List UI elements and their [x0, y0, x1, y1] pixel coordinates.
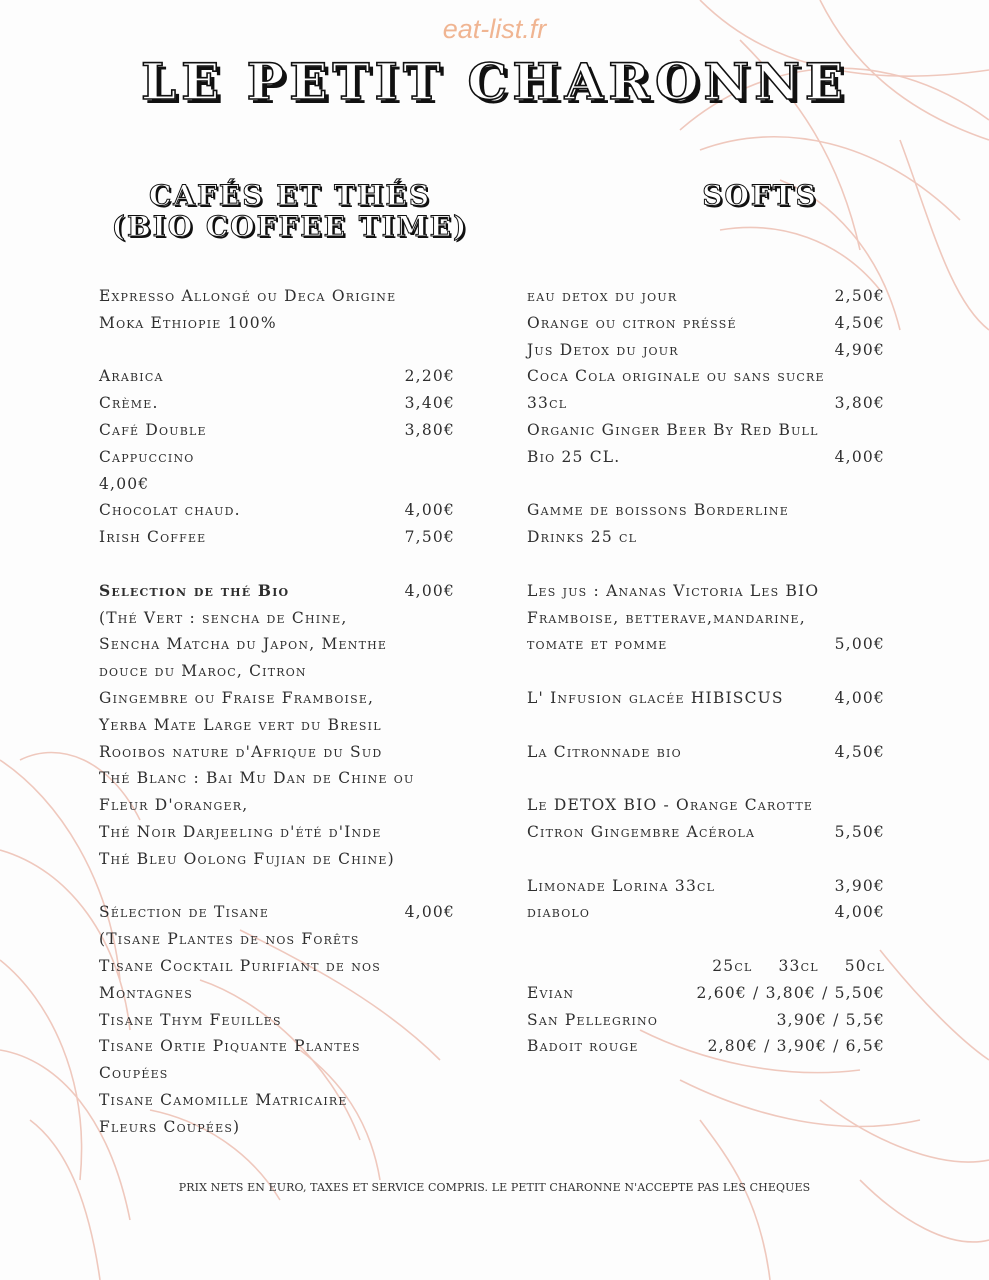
menu-item: [99, 524, 455, 551]
menu-item: [527, 739, 885, 766]
menu-item: [527, 337, 885, 364]
menu-item: [527, 283, 885, 310]
menu-text: douce du Maroc, Citron: [99, 662, 307, 681]
item-name: 33cl: [527, 394, 568, 413]
item-name: Badoit rouge: [527, 1037, 639, 1056]
menu-item: [99, 497, 455, 524]
watermark: eat-list.fr: [442, 14, 547, 44]
item-price: 4,00€: [834, 447, 885, 466]
item-price: 2,20€: [404, 367, 455, 386]
menu-item: [527, 444, 885, 471]
water-size-header: [527, 953, 885, 980]
item-price: 4,00€: [834, 688, 885, 707]
item-price: 5,50€: [834, 822, 885, 841]
menu-text: Tisane Cocktail Purifiant de nos: [99, 956, 382, 975]
menu-text: Tisane Ortie Piquante Plantes: [99, 1037, 361, 1056]
menu-text: Fleurs Coupées): [99, 1117, 241, 1136]
item-name: Jus Detox du jour: [527, 340, 679, 359]
page-title: LE PETIT CHARONNE: [140, 52, 849, 111]
menu-item: [527, 1007, 885, 1034]
menu-text: Montagnes: [99, 983, 193, 1002]
menu-text: Yerba Mate Large vert du Bresil: [99, 715, 382, 734]
menu-item: [527, 1033, 885, 1060]
item-name: Bio 25 CL.: [527, 447, 621, 466]
menu-text: Gingembre ou Fraise Framboise,: [99, 688, 375, 707]
menu-item: [527, 310, 885, 337]
item-price: 4,00€: [404, 903, 455, 922]
footer-note: PRIX NETS EN EURO, TAXES ET SERVICE COMPRIS. LE PETIT CHARONNE N'ACCEPTE PAS LES CHEQUES: [178, 1181, 811, 1194]
heading-line-2: (BIO COFFEE TIME): [111, 210, 469, 243]
menu-text: Rooibos nature d'Afrique du Sud: [99, 742, 383, 761]
item-name: Chocolat chaud.: [99, 501, 241, 520]
item-price: 4,00€: [404, 581, 455, 600]
menu-text: Fleur D'oranger,: [99, 796, 249, 815]
menu-item-tea: [99, 578, 455, 605]
menu-item: [527, 873, 885, 900]
menu-text: Tisane Camomille Matricaire: [99, 1090, 348, 1109]
menu-text: Sencha Matcha du Japon, Menthe: [99, 635, 388, 654]
menu-text: Expresso Allongé ou Deca Origine: [99, 287, 397, 305]
menu-text: (Thé Vert : sencha de Chine,: [99, 608, 348, 627]
item-price: 2,50€: [834, 287, 885, 305]
menu-text: (Tisane Plantes de nos Forêts: [99, 930, 360, 949]
menu-text: Thé Blanc : Bai Mu Dan de Chine ou: [99, 769, 415, 788]
size-label: 50cl: [844, 956, 885, 975]
item-name: Crème.: [99, 394, 159, 413]
section-heading-cafes: [80, 180, 500, 242]
item-name: L' Infusion glacée HIBISCUS: [527, 688, 784, 707]
item-name: Arabica: [99, 367, 164, 386]
menu-item: [99, 417, 455, 444]
item-name: eau detox du jour: [527, 287, 678, 305]
item-price: 3,40€: [404, 394, 455, 413]
size-label: 25cl: [712, 956, 753, 975]
item-name: diabolo: [527, 903, 591, 922]
menu-item: [99, 390, 455, 417]
item-price: 4,50€: [834, 313, 885, 332]
item-name: Evian: [527, 983, 575, 1002]
item-price: 4,90€: [834, 340, 885, 359]
item-price: 3,80€: [834, 394, 885, 413]
menu-item: [527, 631, 885, 658]
section-heading-softs: SOFTS: [702, 179, 818, 212]
item-price: 4,00€: [99, 474, 150, 493]
item-price: 5,00€: [834, 635, 885, 654]
menu-item: [527, 685, 885, 712]
item-name: Sélection de Tisane: [99, 903, 270, 922]
menu-item: [527, 899, 885, 926]
menu-text: Coca Cola originale ou sans sucre: [527, 367, 825, 386]
menu-text: Tisane Thym Feuilles: [99, 1010, 282, 1029]
item-name: Selection de thé Bio: [99, 580, 290, 600]
size-label: 33cl: [778, 956, 819, 975]
item-price: 3,90€: [834, 876, 885, 895]
item-price: 2,80€ / 3,90€ / 6,5€: [707, 1037, 885, 1056]
menu-text: Le DETOX BIO - Orange Carotte: [527, 796, 814, 815]
item-name: San Pellegrino: [527, 1010, 659, 1029]
item-name: tomate et pomme: [527, 635, 668, 654]
item-price: 7,50€: [404, 528, 455, 547]
item-name: Orange ou citron préssé: [527, 313, 737, 332]
menu-text: Gamme de boissons Borderline: [527, 501, 789, 520]
menu-text: Thé Noir Darjeeling d'été d'Inde: [99, 822, 382, 841]
item-name: La Citronnade bio: [527, 742, 682, 761]
item-name: Limonade Lorina 33cl: [527, 876, 716, 895]
item-price: 4,50€: [834, 742, 885, 761]
item-price: 3,90€ / 5,5€: [776, 1010, 885, 1029]
item-name: Citron Gingembre Acérola: [527, 822, 756, 841]
item-name: Irish Coffee: [99, 528, 207, 547]
item-name: Café Double: [99, 420, 207, 439]
menu-text: Organic Ginger Beer By Red Bull: [527, 420, 819, 439]
menu-item: [527, 390, 885, 417]
item-name: Cappuccino: [99, 447, 195, 466]
menu-text: Coupées: [99, 1064, 169, 1083]
menu-text: Moka Ethiopie 100%: [99, 313, 277, 332]
menu-item: [99, 444, 455, 471]
menu-text: Les jus : Ananas Victoria Les BIO: [527, 581, 820, 600]
menu-item: [99, 363, 455, 390]
menu-text: Drinks 25 cl: [527, 528, 638, 547]
softs-menu-column: [527, 283, 885, 1060]
heading-line-1: CAFÉS ET THÉS: [149, 179, 431, 212]
menu-item: [527, 980, 885, 1007]
item-price: 3,80€: [404, 420, 455, 439]
menu-text: Thé Bleu Oolong Fujian de Chine): [99, 849, 395, 868]
item-price: 2,60€ / 3,80€ / 5,50€: [696, 983, 885, 1002]
item-price: 4,00€: [404, 501, 455, 520]
menu-text: Framboise, betterave,mandarine,: [527, 608, 806, 627]
menu-item-tisane: [99, 899, 455, 926]
item-price: 4,00€: [834, 903, 885, 922]
cafes-menu-column: [99, 283, 455, 1141]
menu-item: [527, 819, 885, 846]
